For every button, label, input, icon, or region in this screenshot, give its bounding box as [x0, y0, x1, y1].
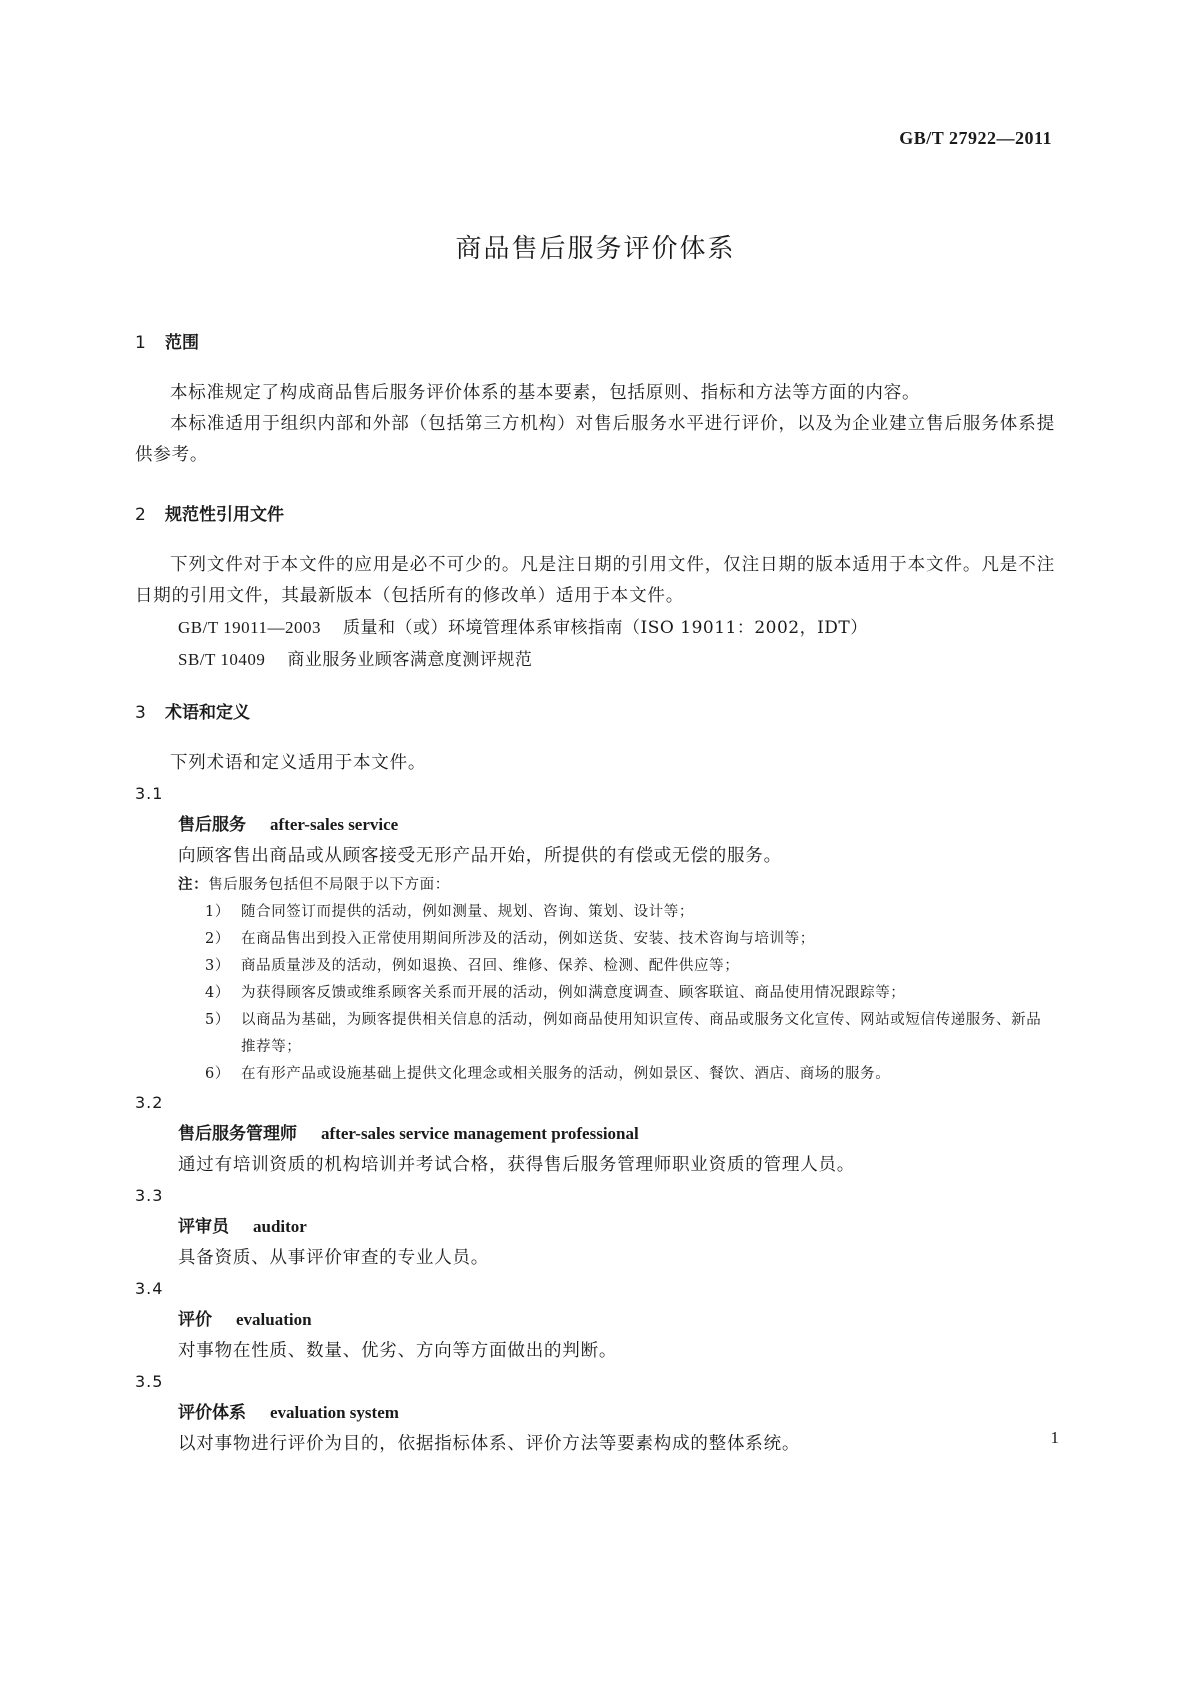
- term-definition: 通过有培训资质的机构培训并考试合格，获得售后服务管理师职业资质的管理人员。: [178, 1155, 856, 1175]
- reference-title: 质量和（或）环境管理体系审核指南（ISO 19011：2002，IDT）: [343, 618, 868, 638]
- reference-code: SB/T 10409: [178, 650, 266, 669]
- term-definition: 向顾客售出商品或从顾客接受无形产品开始，所提供的有偿或无偿的服务。: [178, 846, 782, 866]
- section-title: 范围: [165, 333, 199, 353]
- section-number: 2: [135, 505, 146, 525]
- section-3-heading: [135, 700, 1055, 726]
- term-heading: [178, 809, 1055, 841]
- term-definition: 以对事物进行评价为目的，依据指标体系、评价方法等要素构成的整体系统。: [178, 1434, 801, 1454]
- term-chinese: 评审员: [178, 1217, 229, 1237]
- note-item-number: 4）: [205, 985, 230, 1001]
- section-number: 1: [135, 333, 146, 353]
- note-text: 售后服务包括但不局限于以下方面：: [208, 877, 450, 893]
- clause-number: 3.4: [135, 1279, 164, 1298]
- term-chinese: 评价: [178, 1310, 212, 1330]
- normative-reference: [178, 644, 1055, 676]
- term-chinese: 售后服务管理师: [178, 1124, 297, 1144]
- note-item-text: 随合同签订而提供的活动，例如测量、规划、咨询、策划、设计等；: [241, 904, 694, 920]
- term-heading: [178, 1211, 1055, 1243]
- section-1-heading: [135, 330, 1055, 356]
- term-definition: 具备资质、从事评价审查的专业人员。: [178, 1248, 490, 1268]
- note-item-text: 在商品售出到投入正常使用期间所涉及的活动，例如送货、安装、技术咨询与培训等；: [241, 931, 815, 947]
- section-number: 3: [135, 703, 146, 723]
- term-english: evaluation: [236, 1310, 312, 1329]
- reference-code: GB/T 19011—2003: [178, 618, 322, 637]
- note-label: 注：: [178, 877, 209, 893]
- clause-number: 3.2: [135, 1093, 164, 1112]
- paragraph: 下列文件对于本文件的应用是必不可少的。凡是注日期的引用文件，仅注日期的版本适用于本文件。凡是不注日期的引用文件，其最新版本（包括所有的修改单）适用于本文件。: [135, 555, 1055, 606]
- paragraph: 本标准适用于组织内部和外部（包括第三方机构）对售后服务水平进行评价，以及为企业建立售后服务体系提供参考。: [135, 414, 1055, 465]
- clause-number: 3.1: [135, 784, 164, 803]
- note-item-number: 3）: [205, 958, 230, 974]
- reference-title: 商业服务业顾客满意度测评规范: [287, 650, 533, 670]
- note-item: [205, 926, 1055, 953]
- paragraph: 本标准规定了构成商品售后服务评价体系的基本要素，包括原则、指标和方法等方面的内容。: [170, 383, 921, 403]
- term-heading: [178, 1118, 1055, 1150]
- normative-reference: [178, 612, 1055, 644]
- clause-number: 3.3: [135, 1186, 164, 1205]
- term-chinese: 评价体系: [178, 1403, 246, 1423]
- note-item-text: 商品质量涉及的活动，例如退换、召回、维修、保养、检测、配件供应等；: [241, 958, 740, 974]
- term-heading: [178, 1397, 1055, 1429]
- page-number: 1: [1050, 1428, 1059, 1447]
- term-english: after-sales service management professional: [321, 1124, 639, 1143]
- note-item: [205, 1007, 1055, 1061]
- section-2-heading: [135, 502, 1055, 528]
- section-title: 规范性引用文件: [165, 505, 284, 525]
- note-item: [205, 1061, 1055, 1088]
- term-definition: 对事物在性质、数量、优劣、方向等方面做出的判断。: [178, 1341, 618, 1361]
- note: [178, 872, 1055, 899]
- term-chinese: 售后服务: [178, 815, 246, 835]
- document-body: [135, 330, 1055, 1460]
- note-item-text: 为获得顾客反馈或维系顾客关系而开展的活动，例如满意度调查、顾客联谊、商品使用情况跟踪等；: [241, 985, 906, 1001]
- note-item-text: 以商品为基础，为顾客提供相关信息的活动，例如商品使用知识宣传、商品或服务文化宣传、网站或短信传递服务、新品推荐等；: [241, 1012, 1042, 1055]
- note-item-number: 2）: [205, 931, 230, 947]
- clause-number: 3.5: [135, 1372, 164, 1391]
- term-english: evaluation system: [270, 1403, 399, 1422]
- paragraph: 下列术语和定义适用于本文件。: [170, 753, 427, 773]
- note-item: [205, 953, 1055, 980]
- note-item-number: 6）: [205, 1066, 230, 1082]
- standard-number: GB/T 27922—2011: [899, 128, 1052, 148]
- note-item-number: 1）: [205, 904, 230, 920]
- term-heading: [178, 1304, 1055, 1336]
- note-item-number: 5）: [205, 1012, 230, 1028]
- term-english: auditor: [253, 1217, 307, 1236]
- note-item: [205, 899, 1055, 926]
- note-item-text: 在有形产品或设施基础上提供文化理念或相关服务的活动，例如景区、餐饮、酒店、商场的服务。: [241, 1066, 891, 1082]
- document-title: 商品售后服务评价体系: [455, 234, 736, 264]
- note-item: [205, 980, 1055, 1007]
- section-title: 术语和定义: [165, 703, 250, 723]
- term-english: after-sales service: [270, 815, 399, 834]
